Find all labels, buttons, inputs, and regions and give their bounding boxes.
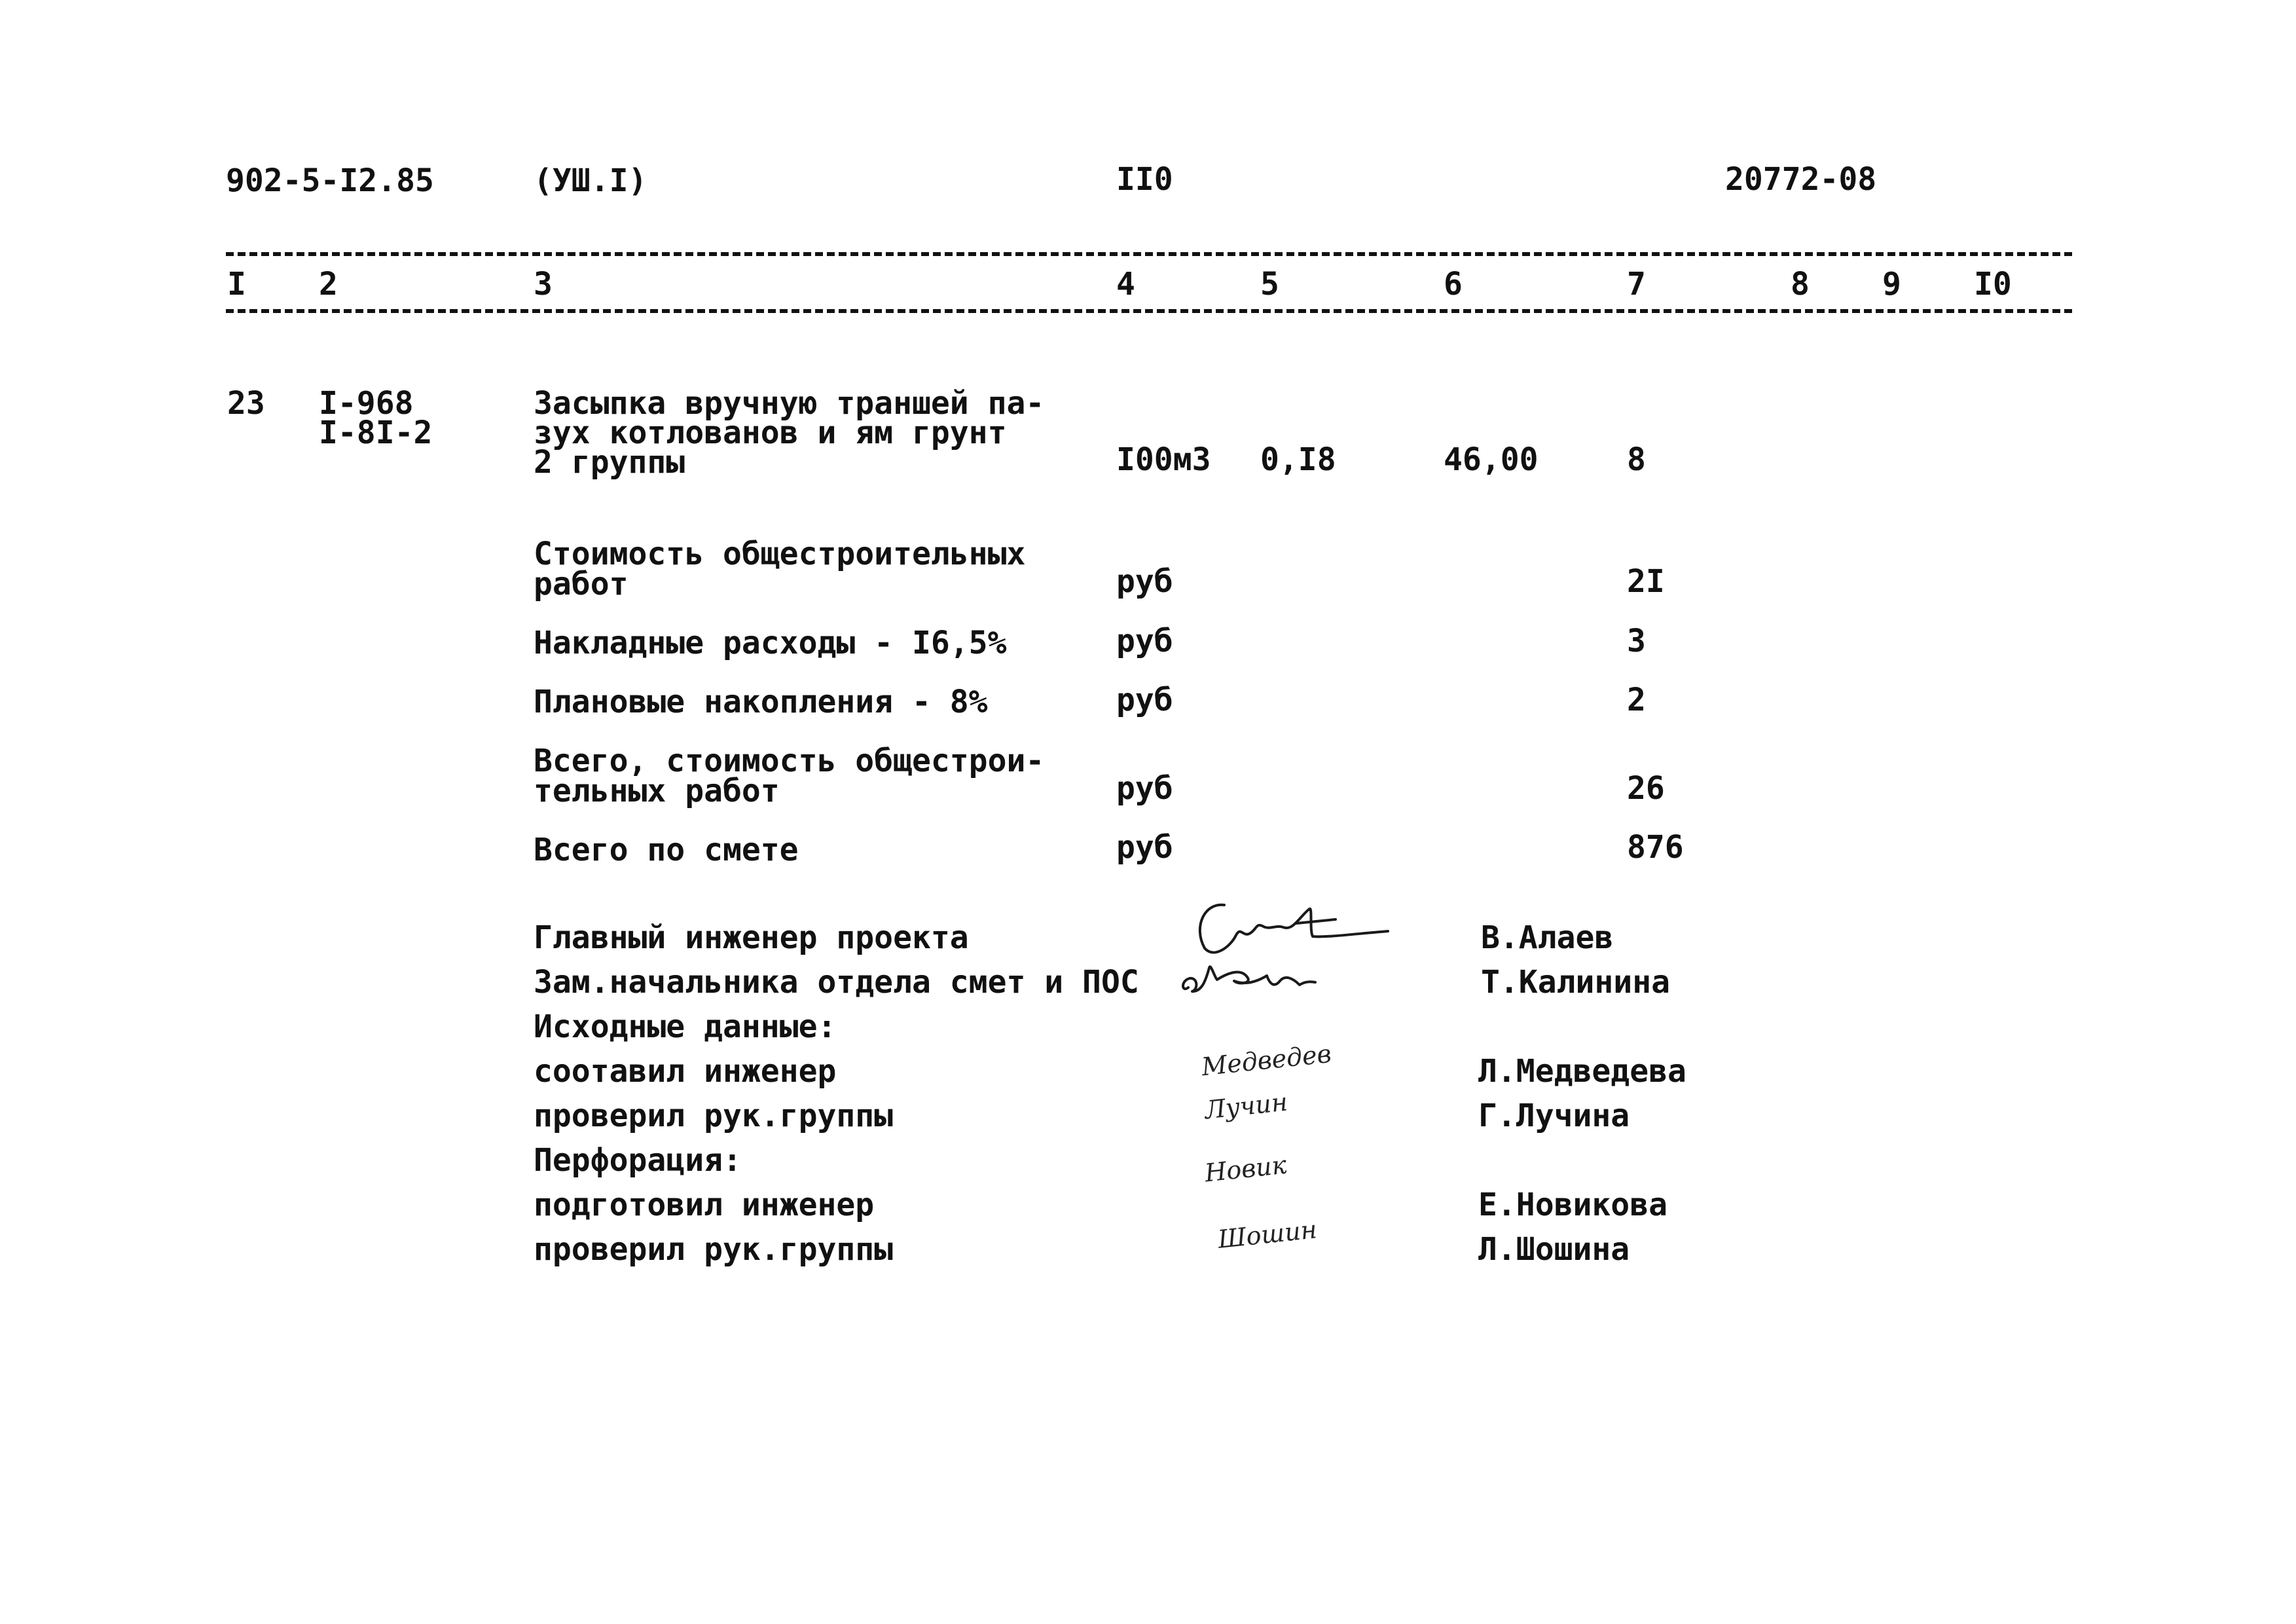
header-top-rule — [226, 252, 2072, 256]
role-chief-engineer: Главный инженер проекта — [534, 919, 969, 956]
role-deputy-head: Зам.начальника отдела смет и ПОС — [534, 964, 1139, 1001]
planned-savings-unit: руб — [1116, 682, 1173, 718]
total-general-construction-value: 2I — [1627, 563, 1665, 600]
document-number: 20772-08 — [1725, 161, 1877, 198]
item-code-line1: I-968 — [319, 385, 414, 422]
section-source-data: Исходные данные: — [534, 1008, 837, 1045]
column-header-4: 4 — [1116, 266, 1135, 303]
signature-kalinina — [1175, 948, 1332, 1001]
item-cost: 8 — [1627, 441, 1646, 478]
page-number: II0 — [1116, 161, 1173, 198]
section-number: (УШ.I) — [534, 162, 647, 199]
total-general-construction-label-line2: работ — [534, 566, 629, 602]
total-general-construction-unit: руб — [1116, 563, 1173, 600]
column-header-6: 6 — [1444, 266, 1463, 303]
item-code-line2: I-8I-2 — [319, 415, 433, 451]
overhead-unit: руб — [1116, 623, 1173, 659]
signature-luchin: Лучин — [1203, 1087, 1289, 1125]
overhead-label: Накладные расходы - I6,5% — [534, 625, 1007, 661]
section-perforation: Перфорация: — [534, 1142, 742, 1179]
item-quantity: 0,I8 — [1260, 441, 1336, 478]
item-number: 23 — [227, 385, 265, 422]
total-general-construction-label-line1: Стоимость общестроительных — [534, 536, 1026, 572]
item-price: 46,00 — [1444, 441, 1539, 478]
document-code: 902-5-I2.85 — [226, 162, 434, 199]
planned-savings-label: Плановые накопления - 8% — [534, 684, 988, 720]
estimate-total-unit: руб — [1116, 829, 1173, 866]
name-novikova: Е.Новикова — [1478, 1187, 1667, 1223]
total-construction-label-line1: Всего, стоимость общестрои- — [534, 743, 1045, 779]
column-header-8: 8 — [1791, 266, 1810, 303]
name-kalinina: Т.Калинина — [1481, 964, 1670, 1001]
column-header-1: I — [227, 266, 246, 303]
total-construction-unit: руб — [1116, 770, 1173, 807]
signature-shoshin: Шошин — [1216, 1215, 1319, 1254]
role-checked-by: проверил рук.группы — [534, 1098, 894, 1134]
column-header-7: 7 — [1627, 266, 1646, 303]
item-description-line2: зух котлованов и ям грунт — [534, 415, 1007, 451]
overhead-value: 3 — [1627, 623, 1646, 659]
planned-savings-value: 2 — [1627, 682, 1646, 718]
item-description-line1: Засыпка вручную траншей па- — [534, 385, 1045, 422]
signature-medvedev: Медведев — [1200, 1039, 1333, 1082]
name-alaev: В.Алаев — [1481, 919, 1614, 956]
role-prepared-by: подготовил инженер — [534, 1187, 875, 1223]
column-header-9: 9 — [1882, 266, 1901, 303]
item-unit: I00м3 — [1116, 441, 1211, 478]
total-construction-value: 26 — [1627, 770, 1665, 807]
column-header-3: 3 — [534, 266, 553, 303]
header-bottom-rule — [226, 309, 2072, 313]
column-header-10: I0 — [1974, 266, 2012, 303]
signature-novik: Новик — [1203, 1150, 1288, 1188]
name-shoshina: Л.Шошина — [1478, 1231, 1630, 1268]
column-header-2: 2 — [319, 266, 338, 303]
role-compiled-by: соотавил инженер — [534, 1053, 837, 1090]
estimate-total-value: 876 — [1627, 829, 1684, 866]
total-construction-label-line2: тельных работ — [534, 773, 780, 809]
name-medvedeva: Л.Медведева — [1478, 1053, 1686, 1090]
item-description-line3: 2 группы — [534, 444, 685, 481]
role-checked-by-2: проверил рук.группы — [534, 1231, 894, 1268]
name-luchina: Г.Лучина — [1478, 1098, 1630, 1134]
column-header-5: 5 — [1260, 266, 1279, 303]
estimate-total-label: Всего по смете — [534, 832, 799, 868]
